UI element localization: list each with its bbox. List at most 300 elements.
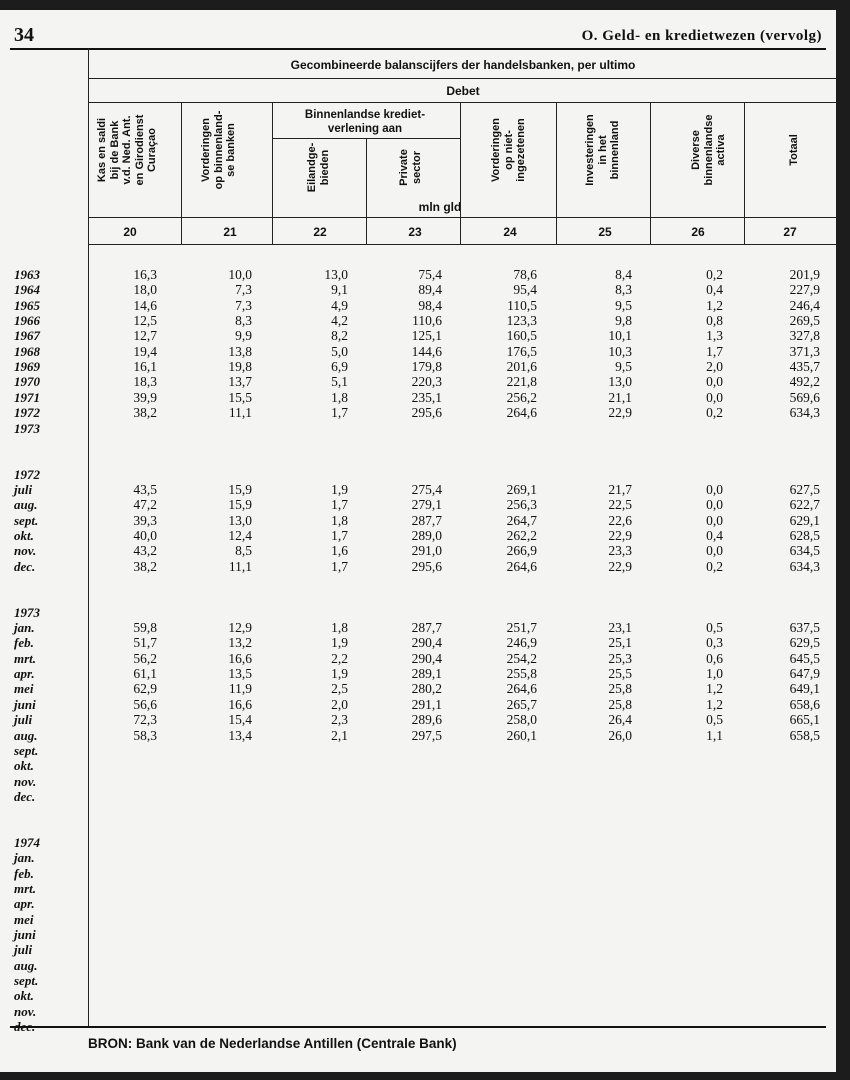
table-cell: 58,3 [133, 727, 157, 743]
table-row [0, 681, 836, 695]
table-cell: 1,8 [331, 389, 348, 405]
table-cell: 256,3 [506, 497, 537, 513]
table-cell: 110,5 [507, 297, 537, 313]
table-cell: 47,2 [133, 497, 157, 513]
col-divider-5 [556, 102, 557, 244]
table-cell: 8,3 [615, 282, 632, 298]
table-cell: 0,0 [706, 389, 723, 405]
table-cell: 254,2 [506, 650, 537, 666]
row-label: dec. [14, 558, 36, 574]
row-label: juli [14, 481, 33, 497]
row-label: juni [14, 927, 36, 943]
col-divider-7 [744, 102, 745, 244]
table-cell: 0,0 [706, 481, 723, 497]
table-row [0, 942, 836, 956]
table-cell: 9,1 [331, 282, 348, 298]
table-cell: 1,6 [331, 543, 348, 559]
table-cell: 629,1 [789, 512, 820, 528]
column-header-21: Vorderingen op binnenland- se banken [200, 110, 237, 190]
table-cell: 25,8 [608, 681, 632, 697]
table-cell: 9,5 [615, 297, 632, 313]
row-label: aug. [14, 727, 38, 743]
table-row [0, 374, 836, 388]
table-cell: 11,1 [228, 558, 252, 574]
table-title: Gecombineerde balanscijfers der handelsbanken, per ultimo [290, 58, 636, 72]
table-cell: 21,1 [608, 389, 632, 405]
table-cell: 275,4 [411, 481, 442, 497]
table-cell: 16,6 [228, 696, 252, 712]
table-cell: 628,5 [789, 527, 820, 543]
column-header-23: Private sector [398, 149, 423, 186]
row-label: 1972 [14, 466, 40, 482]
table-row [0, 282, 836, 296]
table-cell: 0,4 [706, 527, 723, 543]
table-cell: 8,3 [235, 313, 252, 329]
header-bottom-rule [88, 244, 836, 245]
table-cell: 0,8 [706, 313, 723, 329]
table-cell: 7,3 [235, 282, 252, 298]
table-cell: 179,8 [411, 359, 442, 375]
table-cell: 22,6 [608, 512, 632, 528]
table-row [0, 881, 836, 895]
table-cell: 144,6 [411, 343, 442, 359]
table-cell: 38,2 [133, 558, 157, 574]
table-cell: 201,9 [789, 267, 820, 282]
table-row [0, 758, 836, 772]
table-cell: 645,5 [789, 650, 820, 666]
table-cell: 1,9 [331, 481, 348, 497]
table-cell: 5,0 [331, 343, 348, 359]
column-number-25: 25 [598, 225, 612, 239]
table-cell: 13,0 [324, 267, 348, 282]
row-label: 1974 [14, 834, 40, 850]
column-number-23: 23 [408, 225, 422, 239]
table-cell: 0,3 [706, 635, 723, 651]
row-label: mrt. [14, 881, 37, 896]
table-cell: 14,6 [133, 297, 157, 313]
table-cell: 26,4 [608, 712, 632, 728]
table-cell: 98,4 [418, 297, 442, 313]
row-label: okt. [14, 988, 34, 1004]
table-cell: 21,7 [608, 481, 632, 497]
table-cell: 246,9 [506, 635, 537, 651]
table-cell: 289,6 [411, 712, 442, 728]
table-cell: 1,2 [706, 681, 723, 697]
table-row [0, 712, 836, 726]
table-row [0, 451, 836, 465]
table-cell: 18,3 [133, 374, 157, 390]
row-label: 1969 [14, 359, 40, 375]
table-cell: 649,1 [789, 681, 820, 697]
table-row [0, 482, 836, 496]
table-row [0, 589, 836, 603]
table-cell: 43,5 [133, 481, 157, 497]
column-number-27: 27 [783, 225, 797, 239]
table-cell: 123,3 [506, 313, 537, 329]
table-cell: 627,5 [789, 481, 820, 497]
row-label: 1973 [14, 420, 40, 436]
table-cell: 62,9 [133, 681, 157, 697]
table-cell: 12,9 [228, 620, 252, 636]
table-cell: 265,7 [506, 696, 537, 712]
table-cell: 2,0 [331, 696, 348, 712]
table-cell: 110,6 [412, 313, 442, 329]
table-row [0, 820, 836, 834]
table-cell: 95,4 [513, 282, 537, 298]
table-cell: 16,3 [133, 267, 157, 282]
table-cell: 16,6 [228, 650, 252, 666]
table-cell: 56,2 [133, 650, 157, 666]
table-row [0, 528, 836, 542]
table-row [0, 896, 836, 910]
row-label: juni [14, 696, 36, 712]
table-cell: 2,3 [331, 712, 348, 728]
table-cell: 1,7 [331, 558, 348, 574]
table-row [0, 850, 836, 864]
table-row [0, 421, 836, 435]
table-cell: 5,1 [331, 374, 348, 390]
table-row [0, 1004, 836, 1018]
table-row [0, 620, 836, 634]
table-cell: 78,6 [513, 267, 537, 282]
page-number: 34 [14, 24, 34, 46]
table-cell: 4,9 [331, 297, 348, 313]
row-label: juli [14, 712, 33, 728]
row-label: mei [14, 911, 34, 927]
table-cell: 40,0 [133, 527, 157, 543]
row-label: sept. [14, 512, 39, 528]
table-cell: 634,3 [789, 405, 820, 421]
table-cell: 221,8 [506, 374, 537, 390]
row-label: dec. [14, 788, 36, 804]
table-cell: 201,6 [506, 359, 537, 375]
table-row [0, 313, 836, 327]
table-cell: 1,7 [331, 497, 348, 513]
table-cell: 266,9 [506, 543, 537, 559]
table-row [0, 543, 836, 557]
table-row [0, 605, 836, 619]
table-cell: 23,1 [608, 620, 632, 636]
column-number-21: 21 [223, 225, 237, 239]
table-cell: 25,8 [608, 696, 632, 712]
table-cell: 291,1 [411, 696, 442, 712]
table-cell: 43,2 [133, 543, 157, 559]
table-cell: 1,3 [706, 328, 723, 344]
table-cell: 0,2 [706, 267, 723, 282]
row-label: aug. [14, 497, 38, 513]
column-header-26: Diverse binnenlandse activa [690, 114, 727, 186]
table-cell: 7,3 [235, 297, 252, 313]
col-divider-4 [460, 102, 461, 244]
row-label: sept. [14, 973, 39, 989]
table-cell: 287,7 [411, 620, 442, 636]
table-cell: 13,2 [228, 635, 252, 651]
table-cell: 176,5 [506, 343, 537, 359]
debet-heading: Debet [446, 84, 480, 98]
table-cell: 19,8 [228, 359, 252, 375]
table-cell: 658,6 [789, 696, 820, 712]
row-label: 1963 [14, 267, 40, 282]
table-cell: 9,8 [615, 313, 632, 329]
row-label: mei [14, 681, 34, 697]
table-cell: 0,2 [706, 405, 723, 421]
running-header: O. Geld- en kredietwezen (vervolg) [581, 28, 822, 44]
table-cell: 262,2 [506, 527, 537, 543]
table-row [0, 743, 836, 757]
table-cell: 61,1 [133, 666, 157, 682]
table-cell: 327,8 [789, 328, 820, 344]
table-row [0, 328, 836, 342]
table-cell: 634,5 [789, 543, 820, 559]
table-cell: 264,6 [506, 405, 537, 421]
table-cell: 0,2 [706, 558, 723, 574]
table-cell: 12,5 [133, 313, 157, 329]
row-label: juli [14, 942, 33, 958]
table-cell: 1,7 [331, 405, 348, 421]
column-number-26: 26 [691, 225, 705, 239]
table-cell: 255,8 [506, 666, 537, 682]
table-cell: 75,4 [418, 267, 442, 282]
table-cell: 251,7 [506, 620, 537, 636]
table-cell: 287,7 [411, 512, 442, 528]
column-header-27: Totaal [788, 134, 800, 166]
table-cell: 295,6 [411, 405, 442, 421]
table-cell: 569,6 [789, 389, 820, 405]
row-label: okt. [14, 758, 34, 774]
table-cell: 51,7 [133, 635, 157, 651]
row-label: dec. [14, 1019, 36, 1035]
row-label: 1972 [14, 405, 40, 421]
column-number-20: 20 [123, 225, 137, 239]
row-label: jan. [14, 620, 35, 636]
table-row [0, 697, 836, 711]
table-cell: 22,9 [608, 558, 632, 574]
table-cell: 19,4 [133, 343, 157, 359]
table-cell: 647,9 [789, 666, 820, 682]
table-cell: 665,1 [789, 712, 820, 728]
table-row [0, 298, 836, 312]
table-cell: 8,2 [331, 328, 348, 344]
table-cell: 26,0 [608, 727, 632, 743]
table-cell: 39,9 [133, 389, 157, 405]
table-cell: 622,7 [789, 497, 820, 513]
column-header-22: Eilandge- bieden [306, 142, 331, 193]
table-cell: 6,9 [331, 359, 348, 375]
table-cell: 289,1 [411, 666, 442, 682]
table-cell: 125,1 [411, 328, 442, 344]
document-page [0, 10, 836, 1072]
table-cell: 0,6 [706, 650, 723, 666]
subgroup-heading: Binnenlandse krediet- verlening aan [304, 109, 426, 135]
row-label: nov. [14, 773, 37, 789]
table-cell: 56,6 [133, 696, 157, 712]
table-cell: 12,4 [228, 527, 252, 543]
table-row [0, 866, 836, 880]
row-label: 1966 [14, 313, 40, 329]
column-header-24: Vorderingen op niet- ingezetenen [490, 118, 527, 182]
table-cell: 0,0 [706, 512, 723, 528]
row-label: 1971 [14, 389, 40, 405]
table-row [0, 835, 836, 849]
table-cell: 22,5 [608, 497, 632, 513]
top-rule [10, 48, 826, 50]
table-cell: 2,2 [331, 650, 348, 666]
table-cell: 0,0 [706, 543, 723, 559]
table-cell: 9,9 [235, 328, 252, 344]
table-cell: 290,4 [411, 635, 442, 651]
table-cell: 1,9 [331, 635, 348, 651]
table-cell: 0,0 [706, 497, 723, 513]
table-row [0, 651, 836, 665]
col-divider-3 [366, 138, 367, 244]
table-cell: 11,9 [228, 681, 252, 697]
table-cell: 658,5 [789, 727, 820, 743]
table-cell: 15,4 [228, 712, 252, 728]
table-cell: 279,1 [411, 497, 442, 513]
table-cell: 18,0 [133, 282, 157, 298]
table-cell: 13,4 [228, 727, 252, 743]
col-divider-2 [272, 102, 273, 244]
table-row [0, 666, 836, 680]
table-row [0, 927, 836, 941]
table-row [0, 267, 836, 281]
column-number-22: 22 [313, 225, 327, 239]
table-cell: 297,5 [411, 727, 442, 743]
table-cell: 637,5 [789, 620, 820, 636]
col-divider-6 [650, 102, 651, 244]
table-cell: 11,1 [228, 405, 252, 421]
row-label: apr. [14, 896, 35, 912]
table-cell: 1,7 [331, 527, 348, 543]
table-cell: 227,9 [789, 282, 820, 298]
table-cell: 0,4 [706, 282, 723, 298]
table-cell: 1,8 [331, 620, 348, 636]
table-row [0, 635, 836, 649]
table-row [0, 973, 836, 987]
table-row [0, 344, 836, 358]
row-label: nov. [14, 543, 37, 559]
table-row [0, 988, 836, 1002]
row-label: nov. [14, 1003, 37, 1019]
table-cell: 220,3 [411, 374, 442, 390]
table-cell: 160,5 [506, 328, 537, 344]
title-rule [88, 78, 836, 79]
row-label: 1970 [14, 374, 40, 390]
table-cell: 0,5 [706, 712, 723, 728]
column-header-25: Investeringen in het binnenland [584, 114, 621, 186]
table-cell: 371,3 [789, 343, 820, 359]
table-cell: 0,5 [706, 620, 723, 636]
table-cell: 13,0 [228, 512, 252, 528]
row-label: jan. [14, 850, 35, 866]
table-cell: 264,7 [506, 512, 537, 528]
table-cell: 25,1 [608, 635, 632, 651]
row-label: 1973 [14, 604, 40, 620]
table-cell: 280,2 [411, 681, 442, 697]
table-cell: 435,7 [789, 359, 820, 375]
table-cell: 13,7 [228, 374, 252, 390]
table-row [0, 774, 836, 788]
table-cell: 269,5 [789, 313, 820, 329]
table-cell: 39,3 [133, 512, 157, 528]
table-cell: 9,5 [615, 359, 632, 375]
unit-label: mln gld [418, 200, 462, 214]
table-cell: 25,5 [608, 666, 632, 682]
table-cell: 15,9 [228, 481, 252, 497]
table-cell: 289,0 [411, 527, 442, 543]
table-cell: 2,5 [331, 681, 348, 697]
table-row [0, 912, 836, 926]
table-cell: 1,7 [706, 343, 723, 359]
table-cell: 629,5 [789, 635, 820, 651]
table-cell: 256,2 [506, 389, 537, 405]
table-cell: 22,9 [608, 527, 632, 543]
table-cell: 1,8 [331, 512, 348, 528]
row-label: okt. [14, 527, 34, 543]
table-cell: 264,6 [506, 681, 537, 697]
table-cell: 15,9 [228, 497, 252, 513]
row-label: 1967 [14, 328, 40, 344]
table-cell: 1,9 [331, 666, 348, 682]
table-cell: 8,4 [615, 267, 632, 282]
row-label: 1964 [14, 282, 40, 298]
table-cell: 23,3 [608, 543, 632, 559]
table-row [0, 497, 836, 511]
row-label: mrt. [14, 650, 37, 666]
table-cell: 269,1 [506, 481, 537, 497]
table-cell: 10,1 [608, 328, 632, 344]
row-label: feb. [14, 865, 34, 881]
table-row [0, 390, 836, 404]
table-cell: 12,7 [133, 328, 157, 344]
table-cell: 89,4 [418, 282, 442, 298]
col-divider-1 [181, 102, 182, 244]
table-cell: 13,0 [608, 374, 632, 390]
table-cell: 634,3 [789, 558, 820, 574]
table-cell: 264,6 [506, 558, 537, 574]
table-row [0, 359, 836, 373]
column-number-24: 24 [503, 225, 517, 239]
table-cell: 25,3 [608, 650, 632, 666]
table-cell: 235,1 [411, 389, 442, 405]
table-cell: 1,1 [706, 727, 723, 743]
table-cell: 291,0 [411, 543, 442, 559]
table-cell: 10,3 [608, 343, 632, 359]
table-cell: 38,2 [133, 405, 157, 421]
table-cell: 492,2 [789, 374, 820, 390]
table-row [0, 513, 836, 527]
source-note: BRON: Bank van de Nederlandse Antillen (Centrale Bank) [88, 1036, 457, 1051]
row-label: feb. [14, 635, 34, 651]
table-cell: 15,5 [228, 389, 252, 405]
row-label: 1968 [14, 343, 40, 359]
table-cell: 2,1 [331, 727, 348, 743]
table-row [0, 728, 836, 742]
table-cell: 295,6 [411, 558, 442, 574]
unit-rule [88, 217, 836, 218]
table-row [0, 958, 836, 972]
row-label: apr. [14, 666, 35, 682]
table-cell: 2,0 [706, 359, 723, 375]
table-cell: 22,9 [608, 405, 632, 421]
table-cell: 1,0 [706, 666, 723, 682]
table-row [0, 804, 836, 818]
table-cell: 1,2 [706, 297, 723, 313]
table-cell: 4,2 [331, 313, 348, 329]
table-cell: 16,1 [133, 359, 157, 375]
table-row [0, 436, 836, 450]
table-cell: 0,0 [706, 374, 723, 390]
